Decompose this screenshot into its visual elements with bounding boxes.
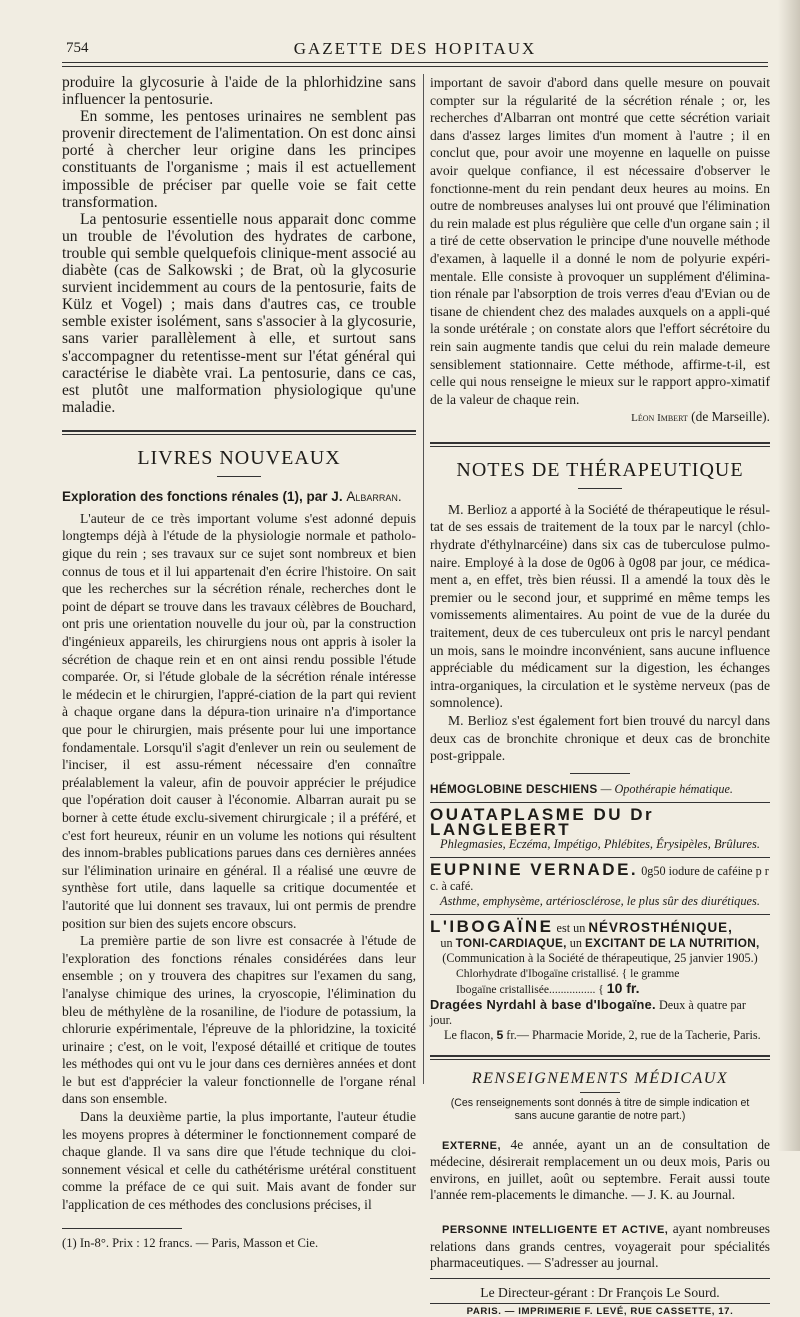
classified-item — [430, 1137, 770, 1204]
ad-ibogaine-excitant: EXCITANT DE LA NUTRITION, — [585, 935, 760, 950]
classified-keyword: EXTERNE, — [442, 1139, 502, 1152]
paragraph: important de savoir d'abord dans quelle mesure on pouvait compter sur la régularité de la sécrétion rénale ; or, les recherches d'Albarran ont montré que cette sécrétion variait dans d'assez larges limites d'un moment à l'autre ; il en conclut que, pour avoir une moyenne en laquelle on puisse avoir quelque confiance, il est nécessaire d'observer le fonctionne-ment du rein pendant deux heures au moins. En outre de nombreuses analyses lui ont prouvé que l'élimination du rein malade est plus régulière que celle d'un organe sain ; il a tiré de cette observation le principe d'une nouvelle méthode d'examen, à laquelle il a donné le nom de polyurie expéri-mentale. Elle consiste à provoquer un supplément d'élimina-tion rénale par l'absorption de trois verres d'eau d'Evian ou de tisane de chiendent chez des malades auxquels on a appli-qué la sonde urétérale ; on constate alors que l'effort sécrétoire du rein sain augmente tandis que celui du rein malade demeure sensiblement stationnaire. Cette méthode, affirme-t-il, est celle qui nous renseigne le mieux sur le rapport appro-ximatif de la valeur de chaque rein. — [430, 75, 770, 407]
section-title-livres: LIVRES NOUVEAUX — [137, 446, 341, 469]
title-underline — [580, 1092, 620, 1093]
ad-ibogaine-communication: (Communication à la Société de thérapeutique, 25 janvier 1905.) — [442, 950, 758, 965]
title-underline — [578, 488, 622, 489]
ad-separator — [430, 802, 770, 803]
ad-ibogaine-un-2: un — [569, 935, 582, 950]
directeur-gerant: Le Directeur-gérant : Dr François Le Sourd. — [480, 1284, 720, 1300]
short-rule — [570, 773, 630, 774]
review-author: Albarran. — [346, 488, 402, 504]
ad-ibogaine-est: est un — [556, 920, 586, 935]
ad-ibogaine-name: L'IBOGAÏNE — [430, 916, 554, 936]
review-title-text: Exploration des fonctions rénales (1), par J. — [62, 488, 343, 504]
ad-ouataplasme-name: OUATAPLASME DU Dr LANGLEBERT — [430, 804, 655, 839]
ad-eupnine-name: EUPNINE VERNADE. — [430, 859, 639, 879]
page-edge-shadow — [778, 0, 800, 1151]
ad-separator — [430, 857, 770, 858]
ad-nyrdahl-name: Dragées Nyrdahl à base d'Ibogaïne. — [430, 996, 656, 1012]
left-column — [62, 74, 416, 1252]
renseignements-note: (Ces renseignements sont donnés à titre de simple indication et sans aucune garantie de notre part.) — [450, 1096, 750, 1122]
section-separator — [430, 442, 770, 447]
page-header — [60, 38, 770, 62]
ad-ouataplasme-desc: Phlegmasies, Eczéma, Impétigo, Phlébites, Érysipèles, Brûlures. — [440, 836, 760, 851]
classified-text: ayant nombreuses relations dans grands centres, voyagerait pour spécialités pharmaceutiques. — S'adresser au journal. — [430, 1221, 771, 1271]
signature-name: Léon Imbert — [631, 412, 688, 425]
footer-rule — [430, 1278, 770, 1279]
ad-nyrdahl-pharmacie: fr.— Pharmacie Moride, 2, rue de la Tacherie, Paris. — [506, 1027, 761, 1042]
journal-title: GAZETTE DES HOPITAUX — [293, 39, 537, 58]
classified-text: 4e année, ayant un an de consultation de médecine, désirerait remplacement un ou deux mois, Paris ou environs, en juillet, août ou septembre. Ferait aussi toute l'année rem-placements le dimanche. — J. K. au Journal. — [430, 1136, 770, 1202]
imprimerie: PARIS. — IMPRIMERIE F. LEVÉ, RUE CASSETTE, 17. — [466, 1305, 734, 1317]
ad-hemoglobine-name: HÉMOGLOBINE DESCHIENS — [430, 781, 598, 796]
paragraph: En somme, les pentoses urinaires ne semblent pas provenir directement de l'alimentation. On est donc ainsi porté à chercher leur origine dans les principes constituants de l'organisme ; mais il est actuellement impossible de préciser par quelle voie se fait cette transformation. — [62, 108, 416, 211]
ad-nyrdahl-price: 5 — [496, 1027, 504, 1042]
section-separator — [430, 1055, 770, 1060]
ad-separator — [430, 914, 770, 915]
classifieds — [430, 1137, 770, 1272]
ad-hemoglobine-desc: — Opothérapie hématique. — [600, 781, 733, 796]
review-body — [62, 510, 416, 1252]
section-title-therapeutique: NOTES DE THÉRAPEUTIQUE — [456, 458, 744, 481]
signature-place: (de Marseille). — [691, 409, 770, 425]
ad-ibogaine-price: 10 fr. — [606, 979, 640, 996]
signature — [430, 408, 770, 428]
ad-ibogaine — [430, 916, 770, 1043]
ad-eupnine-sub: Asthme, emphysème, artériosclérose, le plus sûr des diurétiques. — [440, 893, 760, 908]
column-divider — [423, 74, 424, 1084]
paragraph: produire la glycosurie à l'aide de la phlorhidzine sans influencer la pentosurie. — [62, 74, 416, 109]
ad-ibogaine-chlorhydrate: Chlorhydrate d'Ibogaïne cristallisé. { le gramme — [456, 966, 680, 980]
ad-eupnine — [430, 859, 770, 909]
review-continuation — [430, 74, 770, 428]
pentosurie-continuation — [62, 74, 416, 416]
advertisements — [430, 773, 770, 1043]
renseignements-title: RENSEIGNEMENTS MÉDICAUX — [471, 1069, 729, 1087]
ad-ibogaine-cristallisee: Ibogaïne cristallisée................ { — [456, 982, 604, 996]
paragraph: Dans la deuxième partie, la plus importante, l'auteur étudie les moyens propres à déterminer le fonctionnement comparé de chaque glande. Il va sans dire que l'étude technique du cloi-sonnement vésical et celle du cathétérisme urétéral constituent comme la préface de ce qui suit. Mais avant de fonder sur l'application de ces méthodes des conclusions précises, il — [62, 1109, 416, 1213]
page-number: 754 — [66, 40, 89, 56]
ad-nyrdahl-desc: Deux à quatre par jour. — [430, 997, 746, 1027]
footnote-rule — [62, 1228, 182, 1229]
footnote: (1) In-8°. Prix : 12 francs. — Paris, Masson et Cie. — [62, 1235, 319, 1250]
ad-ibogaine-claim: NÉVROSTHÉNIQUE, — [588, 919, 733, 935]
ad-ibogaine-toni: TONI-CARDIAQUE, — [455, 935, 567, 950]
section-separator — [62, 430, 416, 435]
header-rule — [62, 62, 768, 67]
paragraph: La pentosurie essentielle nous apparait donc comme un trouble de l'évolution des hydrates de carbone, trouble qui semble quelquefois clinique-ment associé au diabète (cas de Salkowski ; de Brat, où la glycosurie survient incidemment au cours de la pentosurie, faits de Külz et Vogel) ; mais dans d'autres cas, ce trouble semble exister isolément, sans s'associer à la glycosurie, sans varier parallèlement à elle, et surtout sans s'accompagner du retentisse-ment sur l'état général qui caractérise le diabète vrai. La pentosurie, dans ce cas, est plutôt une malformation physiologique qu'une maladie. — [62, 210, 416, 416]
ad-hemoglobine — [430, 782, 770, 797]
ad-ibogaine-un-1: un — [440, 935, 453, 950]
title-underline — [217, 476, 261, 477]
footer-rule — [430, 1303, 770, 1304]
review-title — [62, 489, 416, 504]
classified-item — [430, 1221, 770, 1271]
paragraph: La première partie de son livre est consacrée à l'étude de l'exploration des fonctions rénales considérées dans leur ensemble ; on y trouvera des chapitres sur l'examen du sang, l'analyse chimique des urines, la cryoscopie, l'élimination du bleu de méthylène de la rosaniline, de l'iodure de potassium, la chlorurie expérimentale, l'épreuve de la phloridzine, la toxicité urinaire ; c'est, on le voit, l'exposé détaillé et critique de toutes les méthodes qui ont vu le jour dans ces dernières années et dont le but est d'apprécier la valeur fonctionnelle de l'organe rénal dans son ensemble. — [62, 933, 416, 1107]
ad-nyrdahl-flacon: Le flacon, — [444, 1027, 494, 1042]
paragraph: M. Berlioz s'est également fort bien trouvé du narcyl dans deux cas de bronchite chronique et deux cas de bronchite post-grippale. — [430, 713, 770, 764]
classified-keyword: PERSONNE INTELLIGENTE ET ACTIVE, — [442, 1224, 669, 1237]
ad-ouataplasme — [430, 804, 770, 852]
therapeutique-body — [430, 501, 770, 765]
paragraph: M. Berlioz a apporté à la Société de thérapeutique le résul-tat de ses essais de traitement de la toux par le narcyl (chlo-rhydrate d'éthylnarcéine) dans six cas de tuberculose pulmo-naire. Employé à la dose de 0g06 à 0g08 par jour, ce médica-ment a, en effet, très bien réussi. Il a amendé la toux dès le premier ou le second jour, et supprimé en même temps les vomissements alimentaires. Au point de vue de la durée du traitement, deux de ces tuberculeux ont pris le narcyl pendant un mois, sans le moindre inconvénient, sans aucune influence appréciable du médicament sur la digestion, les échanges intra-organiques, la circulation et le système nerveux (pas de somnolence). — [430, 501, 770, 711]
right-column — [430, 74, 770, 1317]
ad-eupnine-desc: 0g50 iodure de caféine p r c. à café. — [430, 863, 769, 893]
paragraph: L'auteur de ce très important volume s'est adonné depuis longtemps déjà à l'étude de la physiologie normale et patholo-gique du rein ; ses travaux sur ce sujet sont nombreux et bien connus de tous et il lui appartenait d'en écrire l'histoire. On sait que les recherches sur la sécrétion rénale, recherches dont le point de départ se trouve dans les travaux célèbres de Bouchard, ont pris une orientation nouvelle du jour où, par la construction d'ingénieux appareils, les chirurgiens nous ont appris à isoler la sécrétion de chaque rein et en ont ainsi rendu possible l'étude comparée. Or, si l'étude globale de la sécrétion rénale intéresse le médecin et le chirurgien, l'appré-ciation de la part qui revient à chaque organe dans la dépura-tion urinaire n'a d'importance que pour le chirurgien, mais présente pour lui une importance fondamentale. Lorsqu'il s'agit d'enlever un rein ou seulement de l'inciser, il est assu-rément nécessaire d'en connaître préalablement la valeur, afin de pouvoir apprécier le préjudice que l'opération doit causer à l'économie. Albarran aurait pu se borner à cette étude exclu-sivement chirurgicale ; il a préféré, et c'est fort heureux, réunir en un volume les notions qui résultent des innom-brables publications parues dans ces dernières années sur l'élimination urinaire en général. Il a réalisé une œuvre de synthèse fort utile, dans laquelle sa critique documentée et l'autorité que lui donnent ses travaux, lui ont permis de prendre position sur bien des sujets encore obscurs. — [62, 510, 416, 931]
